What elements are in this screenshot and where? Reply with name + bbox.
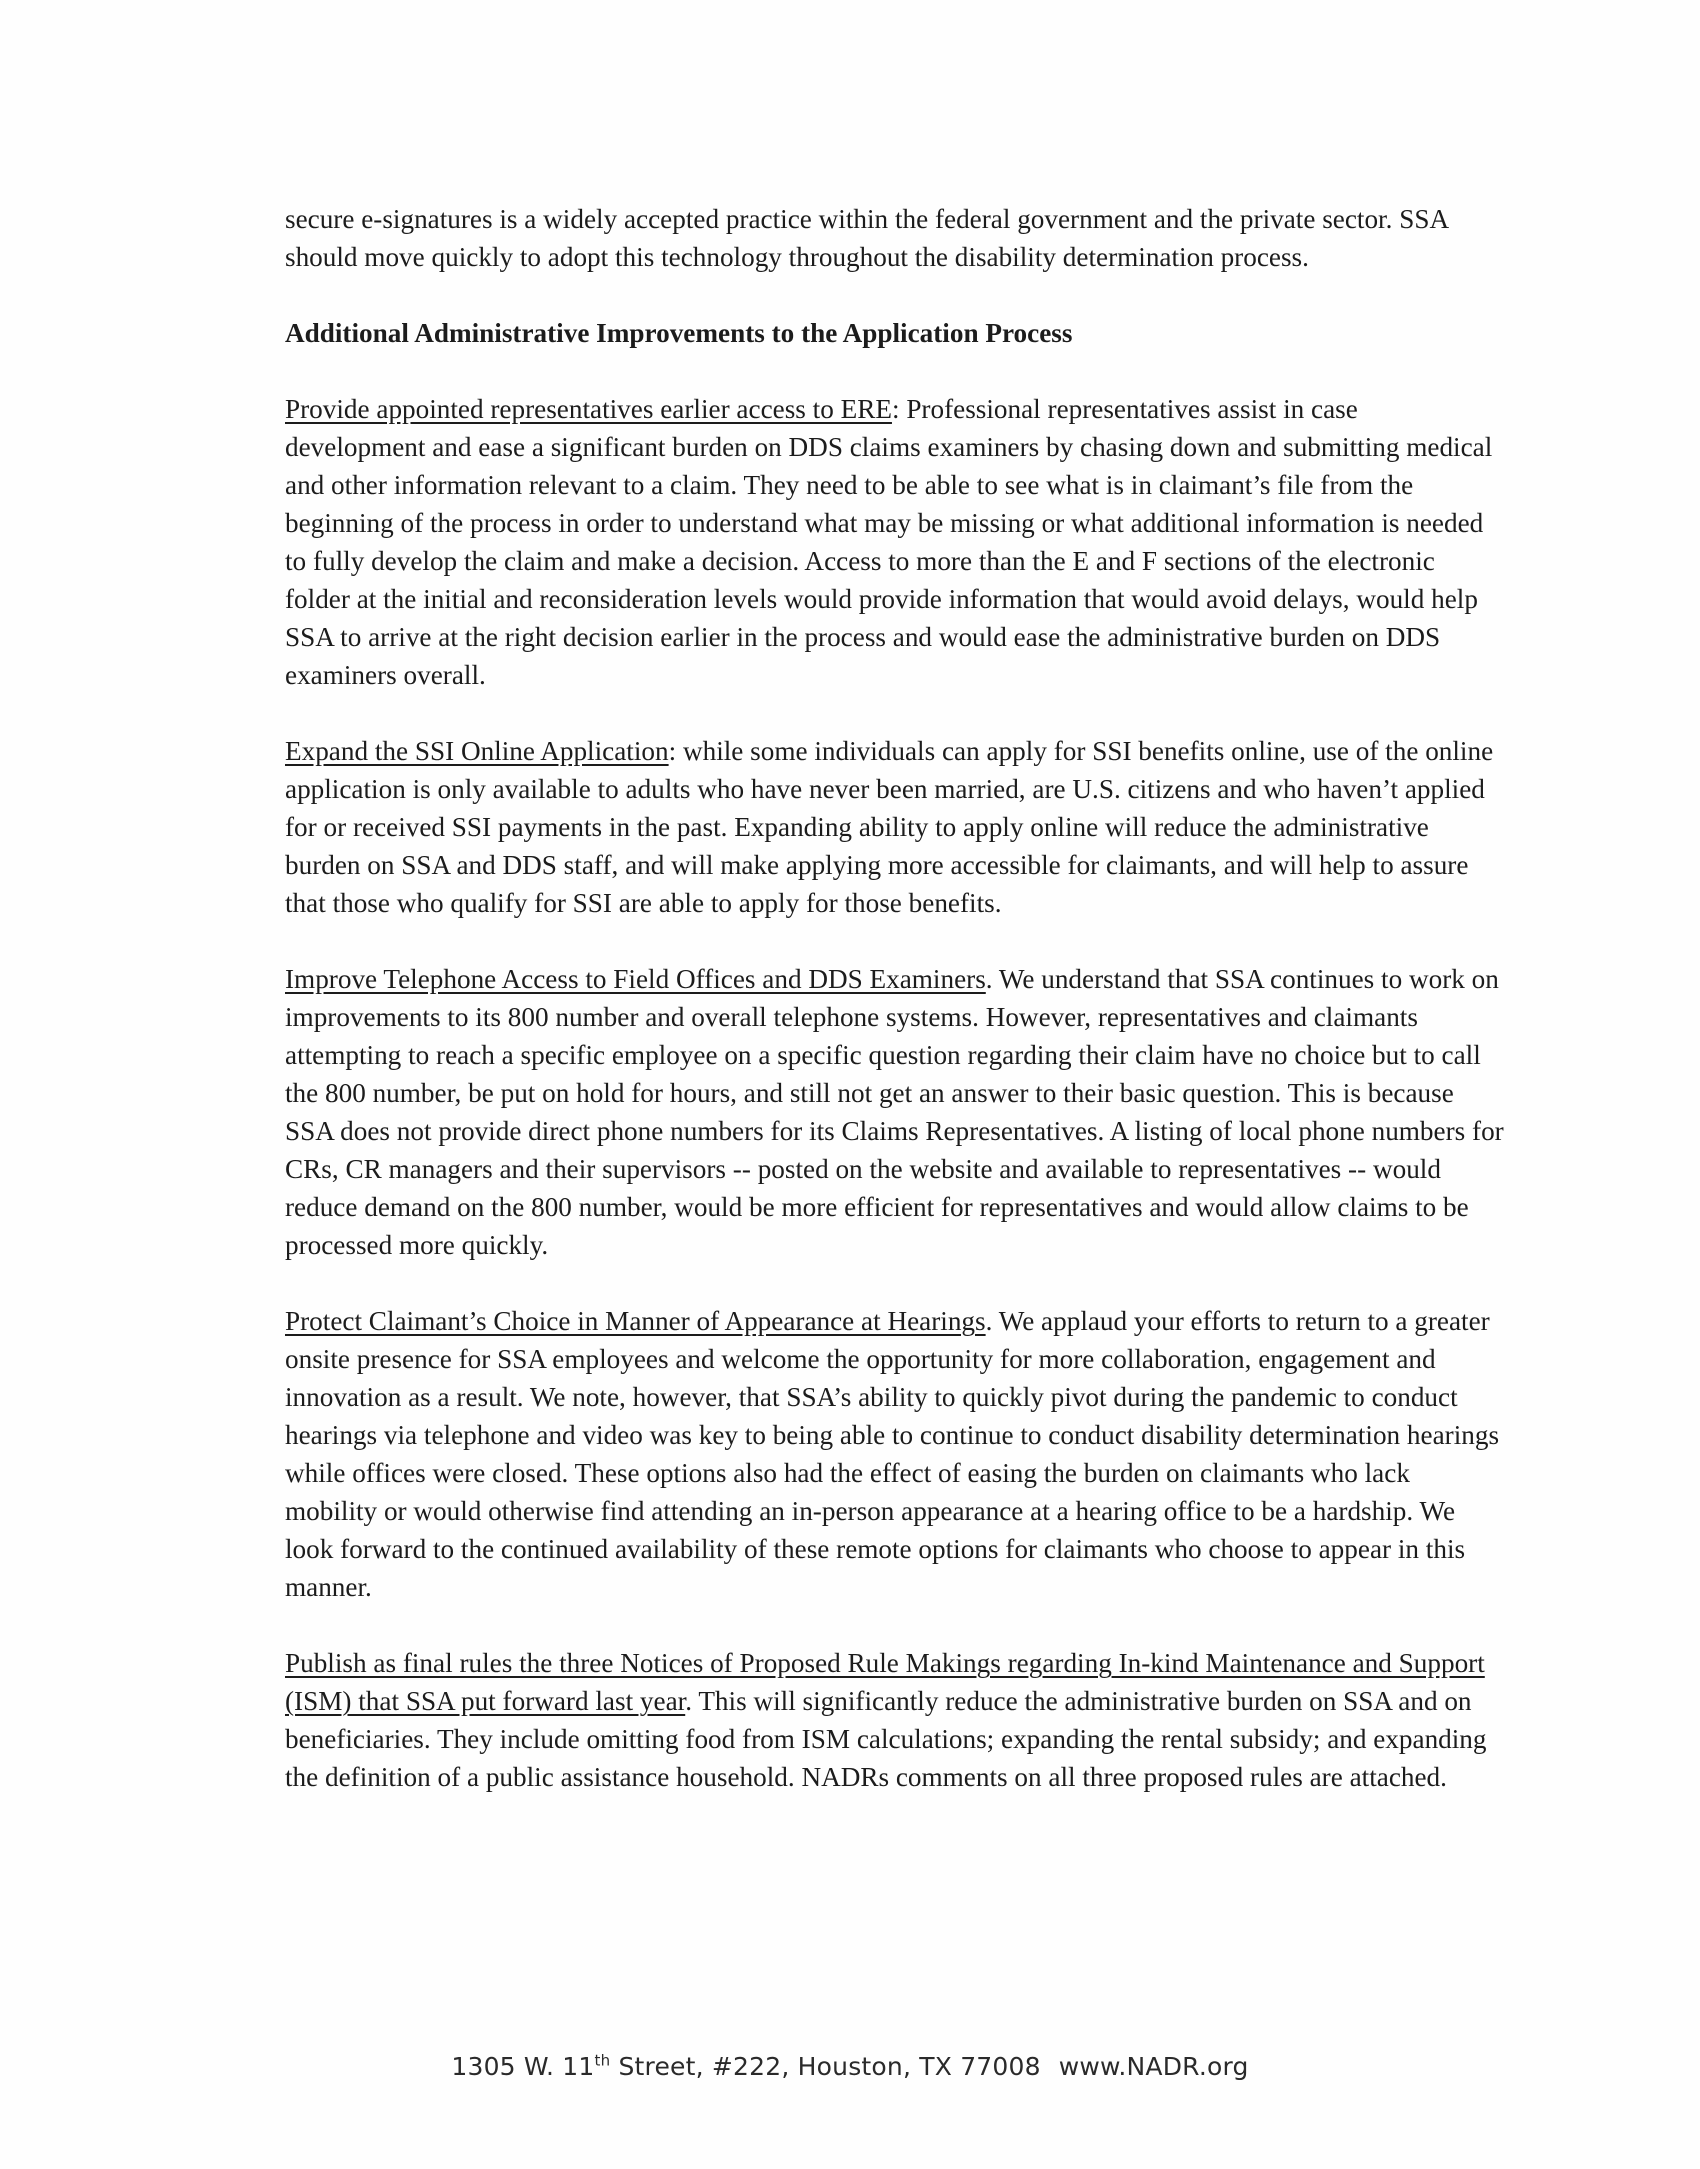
intro-paragraph: secure e-signatures is a widely accepted practice within the federal government and the private sector. SSA should move quickly to adopt this technology throughout the disability determination process. (285, 204, 1448, 272)
section-heading: Additional Administrative Improvements to the Application Process (285, 318, 1073, 348)
paragraph-separator: . (685, 1686, 693, 1716)
letter-body (285, 200, 1505, 1834)
paragraph-title: Protect Claimant’s Choice in Manner of Appearance at Hearings (285, 1306, 986, 1336)
paragraph-text: We applaud your efforts to return to a greater onsite presence for SSA employees and welcome the opportunity for more collaboration, engagement and innovation as a result. We note, however, that SSA’s ability to quickly pivot during the pandemic to conduct hearings via telephone and video was key to being able to continue to conduct disability determination hearings while offices were closed. These options also had the effect of easing the burden on claimants who lack mobility or would otherwise find attending an in-person appearance at a hearing office to be a hardship. We look forward to the continued availability of these remote options for claimants who choose to appear in this manner. (285, 1306, 1500, 1602)
paragraph-hearing-appearance (285, 1302, 1505, 1606)
paragraph-ere-access (285, 390, 1505, 694)
paragraph-ssi-online (285, 732, 1505, 922)
paragraph-ism-rules (285, 1644, 1505, 1796)
footer-address: 1305 W. 11th Street, #222, Houston, TX 77008 (451, 2051, 1041, 2081)
paragraph-separator: : (668, 736, 677, 766)
paragraph-separator: . (985, 964, 993, 994)
paragraph-text: Professional representatives assist in case development and ease a significant burden on DDS claims examiners by chasing down and submitting medical and other information relevant to a claim. They need to be able to see what is in claimant’s file from the beginning of the process in order to understand what may be missing or what additional information is needed to fully develop the claim and make a decision. Access to more than the E and F sections of the electronic folder at the initial and reconsideration levels would provide information that would avoid delays, would help SSA to arrive at the right decision earlier in the process and would ease the administrative burden on DDS examiners overall. (285, 394, 1493, 690)
paragraph-separator: . (985, 1306, 993, 1336)
paragraph-title: Improve Telephone Access to Field Offices and DDS Examiners (285, 964, 986, 994)
paragraph-text: while some individuals can apply for SSI benefits online, use of the online application is only available to adults who have never been married, are U.S. citizens and who haven’t applied for or received SSI payments in the past. Expanding ability to apply online will reduce the administrative burden on SSA and DDS staff, and will make applying more accessible for claimants, and will help to assure that those who qualify for SSI are able to apply for those benefits. (285, 736, 1494, 918)
paragraph-title: Provide appointed representatives earlier access to ERE (285, 394, 892, 424)
paragraph-title: Expand the SSI Online Application (285, 736, 669, 766)
paragraph-text: This will significantly reduce the administrative burden on SSA and on beneficiaries. They include omitting food from ISM calculations; expanding the rental subsidy; and expanding the definition of a public assistance household. NADRs comments on all three proposed rules are attached. (285, 1686, 1487, 1792)
paragraph-title: Publish as final rules the three Notices of Proposed Rule Makings regarding In-kind Maintenance and Support (ISM) that SSA put forward last year (285, 1648, 1485, 1716)
paragraph-separator: : (891, 394, 900, 424)
letterhead-footer (0, 2052, 1700, 2081)
footer-website: www.NADR.org (1058, 2052, 1249, 2081)
paragraph-telephone-access (285, 960, 1505, 1264)
paragraph-text: We understand that SSA continues to work on improvements to its 800 number and overall telephone systems. However, representatives and claimants attempting to reach a specific employee on a specific question regarding their claim have no choice but to call the 800 number, be put on hold for hours, and still not get an answer to their basic question. This is because SSA does not provide direct phone numbers for its Claims Representatives. A listing of local phone numbers for CRs, CR managers and their supervisors -- posted on the website and available to representatives -- would reduce demand on the 800 number, would be more efficient for representatives and would allow claims to be processed more quickly. (285, 964, 1504, 1260)
